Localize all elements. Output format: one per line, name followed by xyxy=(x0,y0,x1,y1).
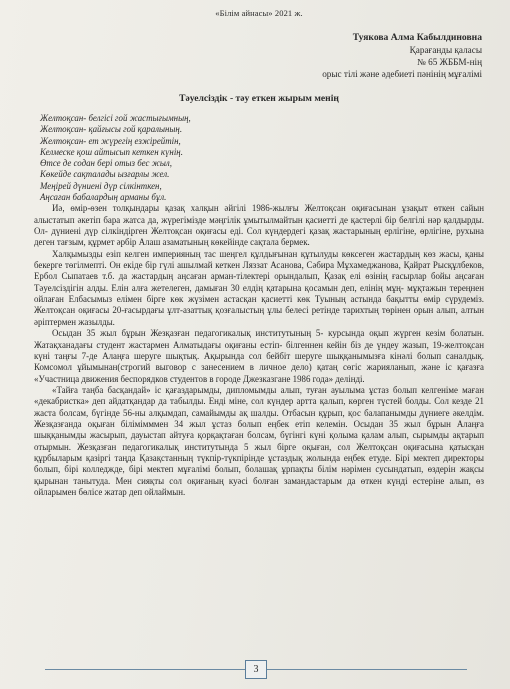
author-position: орыс тілі және әдебиеті пәнінің мұғалімі xyxy=(322,69,482,79)
author-city: Қарағанды қаласы xyxy=(409,45,482,55)
poem-line: Көкейде сақталады ызғарлы жел. xyxy=(40,169,170,180)
author-school: № 65 ЖББМ-нің xyxy=(417,57,482,67)
poem-line: Желтоқсан- ет жүрегің езжірейтін, xyxy=(40,135,181,146)
poem-line: Желтоқсан- белгісі гой жастығымның, xyxy=(40,113,191,123)
author-block xyxy=(34,32,484,80)
body-paragraph: Иә, өмір-өзен толқындары қазақ халқын әйгілі 1986-жылғы Желтоқсан оқиғасынан ұзақыт өткен сайын алыстатып әкетіп бара жатса да, жүрегімізде мәңгілік ұмытылмайтын қасиетті де қастерлі бір белгілі нәр қалдырды. Ол- дүниені дүр сілкіндірген Желтоқсан оқиғасы еді. Сол күндердегі қазақ жастарының ерлігіне, өрлігіне, рухына деген тағзым, құрмет әрбір Алаш азаматының көкейінде сақтала бермек. xyxy=(34,203,484,248)
poem-line: Меңірей дүниені дүр сілкінткен, xyxy=(40,180,162,191)
poem-line: Аңсаған бабалардың арманы бұл. xyxy=(40,192,167,203)
poem-line: Желтоқсан- қайғысы гой қаралының. xyxy=(40,124,183,135)
body-paragraph: Халқымызды езіп келген империяның тас шеңгел құлдығынан құтылуды көксеген жастардың көз жасы, қаны бекерге төгілмепті. Он екіде бір гүлі ашылмай кеткен Ляззат Асанова, Сәбира Мұхамеджанова, Қайрат Рысқұлбеков, Ербол Сыпатаев т.б. да жастардың аңсаған арман-тілектері орындалып, Қазақ елі өзінің ғасырлар бойы аңсаған Тәуелсіздігін алды. Елін алға жетелеген, дамыған 30 елдің қатарына қосамын деп, елінің мұң- мұқтажын тереңнен ойлаған Елбасымыз елімен бірге көк жүзімен астасқан қасиетті көк Туының астында бақытты өмір сүрудеміз. Желтоқсан оқиғасы 20-ғасырдағы ұлт-азаттық қозғалыстың ұлы белесі ретінде тарихтың төрінен орын алып, алтын әріптермен жазылды. xyxy=(34,248,484,327)
page-number: 3 xyxy=(245,660,267,679)
article-title: Тәуелсіздік - тәу еткен жырым менің xyxy=(179,93,339,104)
poem xyxy=(34,113,484,203)
author-name: Туякова Алма Кабылдиновна xyxy=(352,32,482,43)
poem-line: Келмеске қош айтысып кеткен күнің. xyxy=(40,146,183,157)
body-paragraph: «Тайға таңба басқандай» іс қағаздарымды, дипломымды алып, туған ауылыма ұстаз болып келгеніме маған «декабристка» деп айдатқандар да табылды. Енді міне, сол күндер артта қалып, көрген түстей болды. Сол кезде 21 жаста болсам, бүгінде 56-ны алқымдап, самайымды ақ шалды. Отбасын құрып, қос балапанымды дүниеге әкелдім. Жезқазғанда оқыған білімімммен 34 жыл ұстаз болып еңбек етіп келемін. Осыдан 35 жыл бұрын Алаңға шыққанымды жасырып, дауыстап айтуға қорқақтаған болсам, бүгінгі күні қолыма қалам алып, сырымды ақтарып отырмын. Жезқазған педагогикалық институтында 5 жыл бірге оқыған, сол Желтоқсан оқиғасына қатысқан құрбыларым қазіргі таңда Қазақстанның түкпір-түкпірінде ұстаздық жолында еңбек етуде. Бірі мектеп директоры болып, бірі колледжде, бірі мектеп мұғалімі болып, болашақ ұрпақты білім нәрімен сусындатып, өздерін жақсы қырынан танытуда. Мен сияқты сол оқиғаның куәсі болған замандастарым да өткен күнді естеріне алып, өз ойларымен бөлісе жатар деп ойлаймын. xyxy=(34,384,484,497)
poem-line: Өтсе де содан бері отыз бес жыл, xyxy=(40,158,173,169)
body-paragraph: Осыдан 35 жыл бұрын Жезқазған педагогикалық институтының 5- курсында оқып жүрген кезім болатын. Жатақханадағы студент жастармен Алматыдағы оқиғаны естіп- білгеннен кейін біз де үндеу жазып, 19-желтоқсан күні таңғы 7-де Алаңға шеруге шықтық. Ақырында сол бейбіт шеруге шыққанымызға кінәлі болып саналдық. Комсомол ұйымынан(строгий выговор с занесением в личное дело) қатаң сөгіс жарияланып, және іс қағазға «Участница движения беспорядков студентов в городе Джезказгане 1986 года» делінді. xyxy=(34,328,484,384)
journal-header: «Білім айнасы» 2021 ж. xyxy=(215,8,303,18)
